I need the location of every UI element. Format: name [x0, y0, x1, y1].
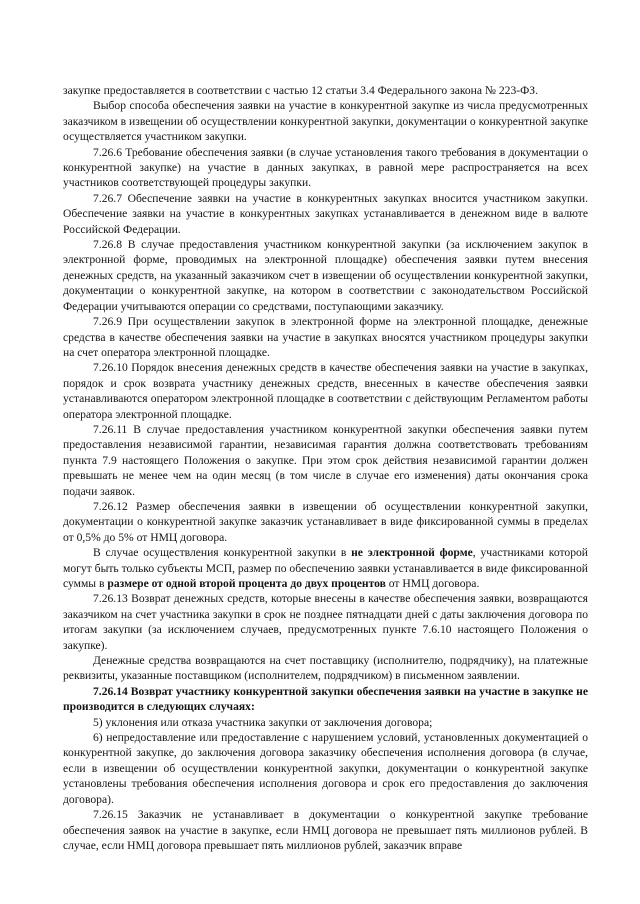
paragraph-7-26-13: 7.26.13 Возврат денежных средств, которые внесены в качестве обеспечения заявки, возвращаются заказчиком на счет участника закупки в срок не позднее пятнадцати дней с даты заключения договора по итогам закупки (за исключением случаев, предусмотренных пункте 7.6.10 настоящего Положения о закупке). — [63, 592, 588, 652]
paragraph-7-26-11: 7.26.11 В случае предоставления участником конкурентной закупки обеспечения заявки путем предоставления независимой гарантии, независимая гарантия должна соответствовать требованиям пункта 7.9 настоящего Положения о закупке. При этом срок действия независимой гарантии должен превышать не менее чем на один месяц (в том числе в случае его изменения) даты окончания срока подачи заявок. — [63, 422, 588, 498]
paragraph-7-26-12: 7.26.12 Размер обеспечения заявки в извещении об осуществлении конкурентной закупки, документации о конкурентной закупке заказчик устанавливает в виде фиксированной суммы в пределах от 0,5% до 5% от НМЦ договора. — [63, 499, 588, 544]
msp-text-e: от НМЦ договора. — [385, 577, 480, 590]
paragraph-7-26-8: 7.26.8 В случае предоставления участником конкурентной закупки (за исключением закупок в электронной форме, проводимых на электронной площадке) обеспечения заявки путем внесения денежных средств, на указанный заказчиком счет в извещении об осуществлении конкурентной закупки, документации о конкурентной закупке, на котором в соответствии с законодательством Российской Федерации учитываются операции со средствами, поступающими заказчику. — [63, 238, 588, 313]
msp-text-c: , участниками которой могут быть только субъекты МСП, размер по обеспечению заявки устанавливается в виде фиксированной суммы в — [63, 546, 588, 590]
list-item-5: 5) уклонения или отказа участника закупки от заключения договора; — [93, 715, 433, 729]
paragraph-7-26-15: 7.26.15 Заказчик не устанавливает в документации о конкурентной закупке требование обеспечения заявок на участие в закупке, если НМЦ договора не превышает пять миллионов рублей. В случае, если НМЦ договора превышает пять миллионов рублей, заказчик вправе — [63, 808, 588, 852]
paragraph-7-26-9: 7.26.9 При осуществлении закупок в электронной форме на электронной площадке, денежные средства в качестве обеспечения заявки на участие в закупках вносятся участником процедуры закупки на счет оператора электронной площадке. — [63, 315, 588, 359]
paragraph-msp — [63, 545, 588, 591]
paragraph-7-26-10: 7.26.10 Порядок внесения денежных средств в качестве обеспечения заявки на участие в закупках, порядок и срок возврата участнику денежных средств, внесенных в качестве обеспечения заявки устанавливаются оператором электронной площадке в соответствии с действующим Регламентом работы оператора электронной площадке. — [63, 361, 588, 421]
list-item-6: 6) непредоставление или предоставление с нарушением условий, установленных документацией о конкурентной закупке, до заключения договора заказчику обеспечения исполнения договора (в случае, если в извещении об осуществлении конкурентной закупки, документации о конкурентной закупке установлены требования обеспечения исполнения договора и срок его предоставления до заключения договора). — [63, 731, 588, 806]
msp-text-a: В случае осуществления конкурентной закупки в — [93, 546, 352, 560]
paragraph-7-26-6: 7.26.6 Требование обеспечения заявки (в случае установления такого требования в документации о конкурентной закупке) на участие в данных закупках, в равной мере распространяется на всех участников соответствующей процедуры закупки. — [63, 145, 588, 190]
paragraph-refund-account: Денежные средства возвращаются на счет поставщику (исполнителю, подрядчику), на платежные реквизиты, указанные поставщиком (исполнителем, подрядчиком) в письменном заявлении. — [63, 654, 588, 683]
paragraph-security-choice: Выбор способа обеспечения заявки на участие в конкурентной закупке из числа предусмотренных заказчиком в извещении об осуществлении конкурентной закупки, документации о конкурентной закупке осуществляется участником закупки. — [63, 99, 588, 144]
heading-7-26-14: 7.26.14 Возврат участнику конкурентной закупки обеспечения заявки на участие в закупке не производится в следующих случаях: — [63, 684, 588, 714]
msp-text-d-bold: размере от одной второй процента до двух процентов — [107, 577, 386, 590]
msp-text-b-bold: не электронной форме — [351, 546, 473, 560]
paragraph-continuation: закупке предоставляется в соответствии с частью 12 статьи 3.4 Федерального закона № 223-ФЗ. — [63, 84, 539, 97]
paragraph-7-26-7: 7.26.7 Обеспечение заявки на участие в конкурентных закупках вносится участником закупки. Обеспечение заявки на участие в конкурентных закупках устанавливается в денежном виде в валюте Российской Федерации. — [63, 191, 588, 236]
